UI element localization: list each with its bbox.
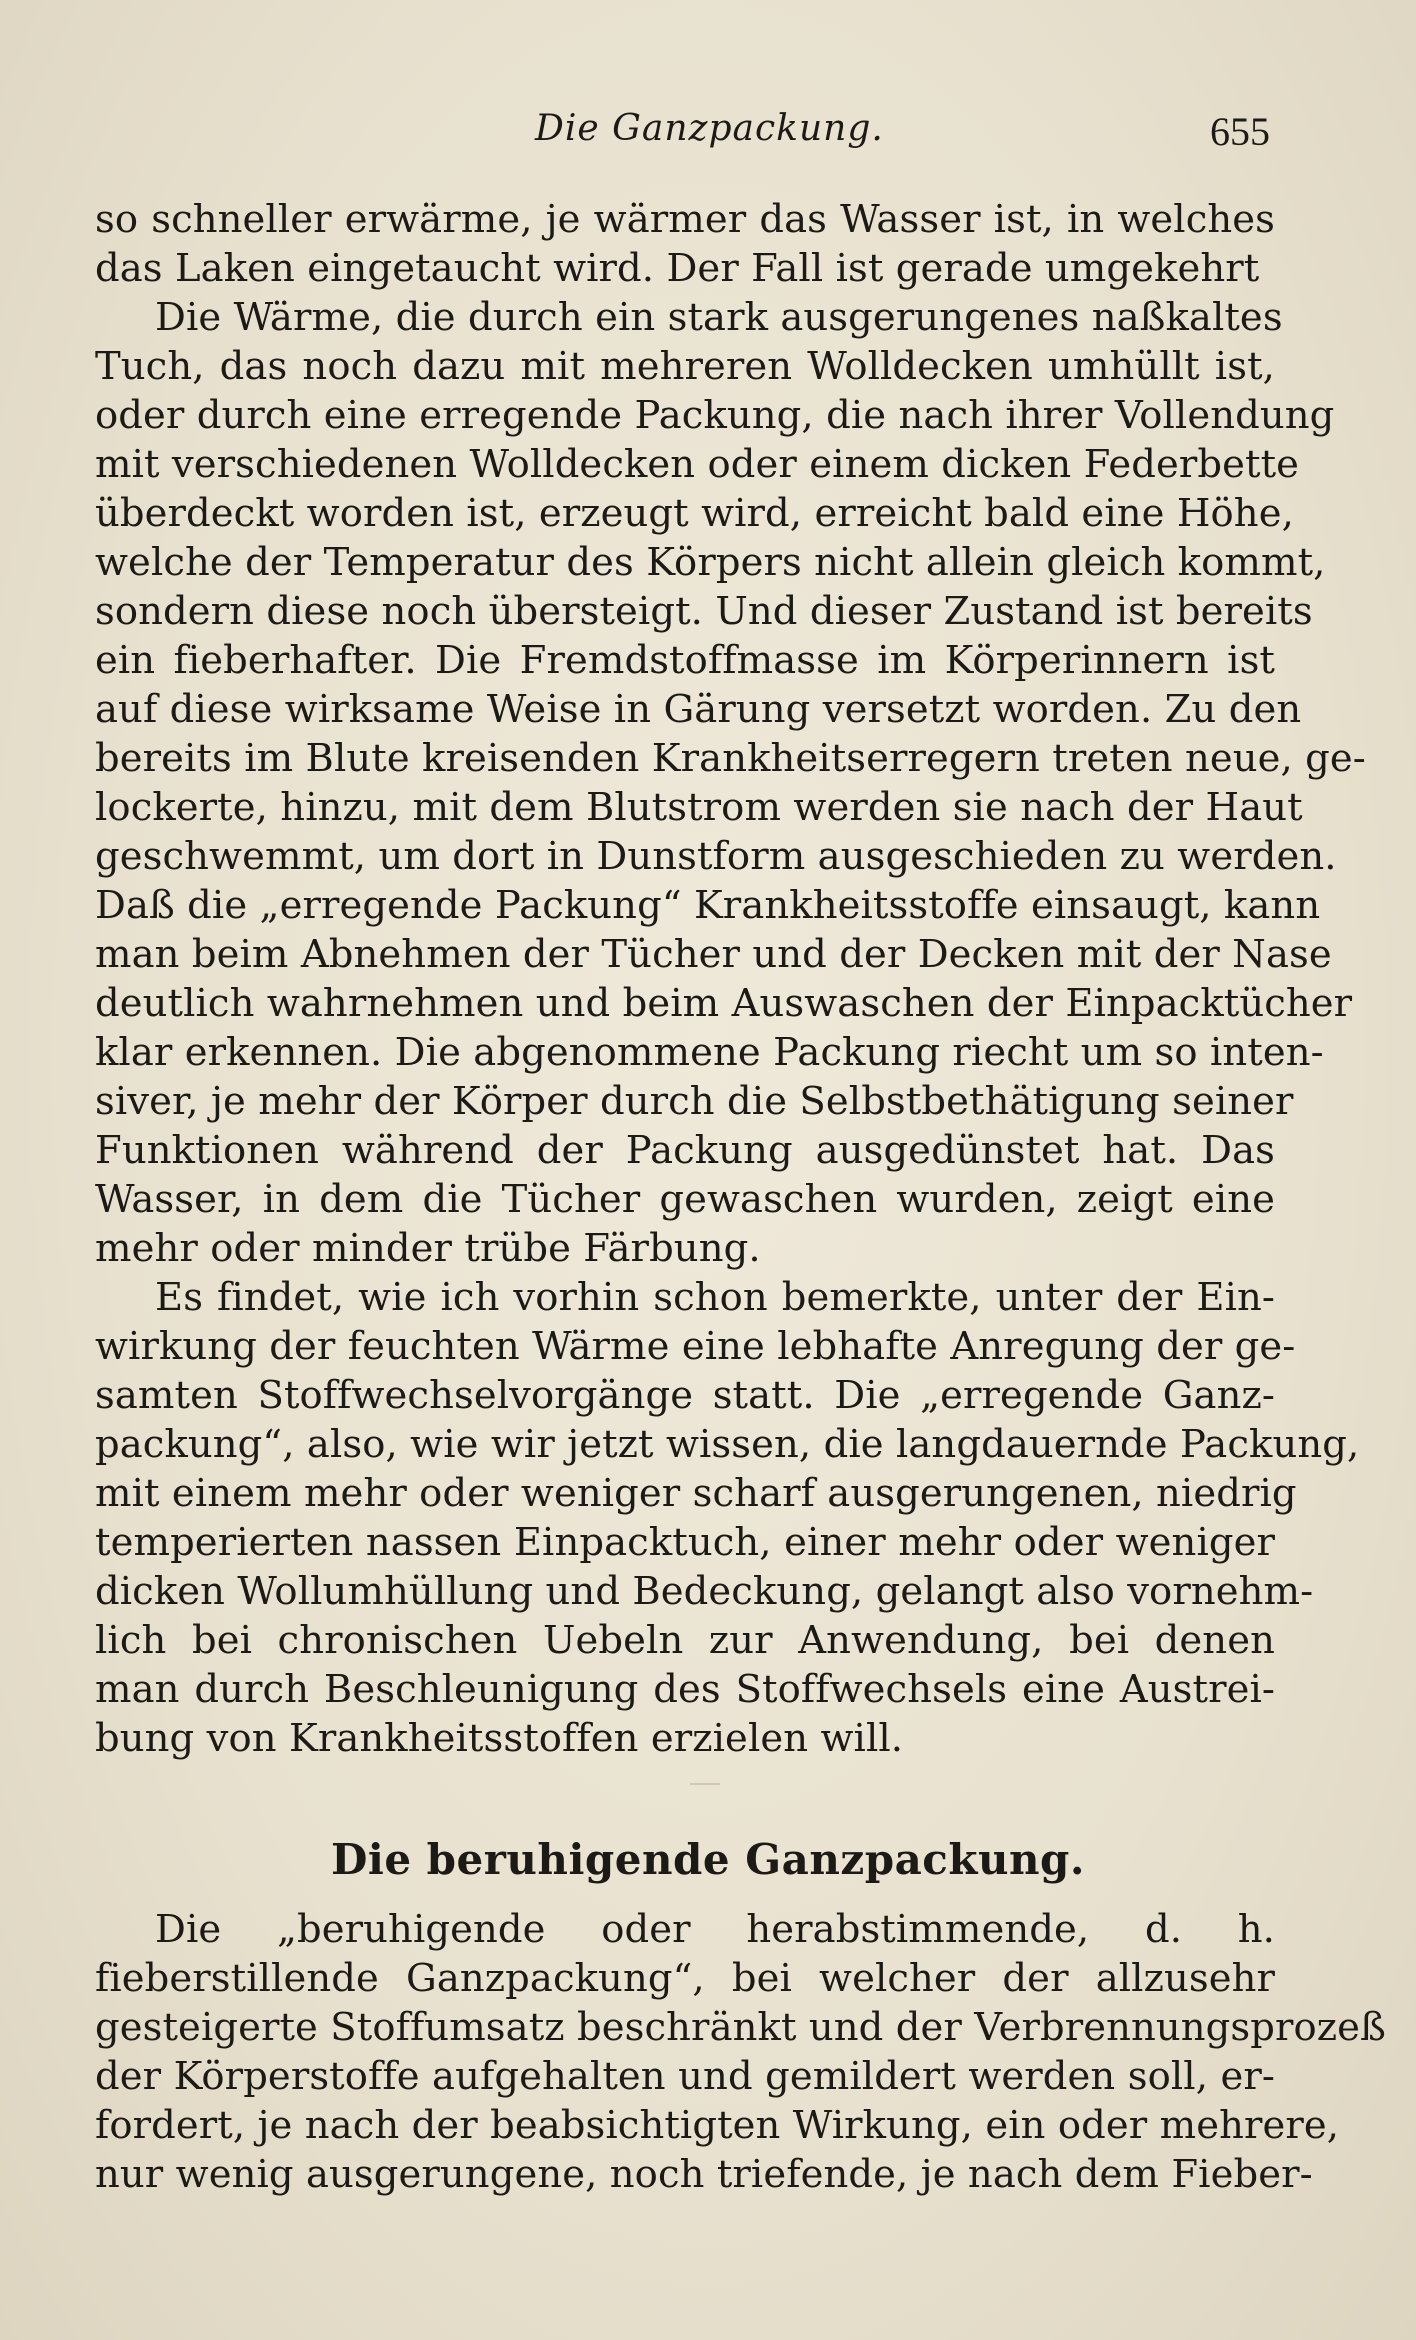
text-line: auf diese wirksame Weise in Gärung versetzt worden. Zu den — [95, 687, 1302, 732]
text-line: mit einem mehr oder weniger scharf ausgerungenen, niedrig — [95, 1471, 1297, 1516]
text-line: deutlich wahrnehmen und beim Auswaschen der Einpacktücher — [95, 981, 1353, 1026]
text-line: so schneller erwärme, je wärmer das Wasser ist, in welches — [95, 197, 1275, 242]
text-line: fordert, je nach der beabsichtigten Wirkung, ein oder mehrere, — [95, 2103, 1340, 2148]
text-line: temperierten nassen Einpacktuch, einer mehr oder weniger — [95, 1520, 1275, 1565]
body-text-bottom — [95, 1905, 1386, 2199]
text-line: man beim Abnehmen der Tücher und der Decken mit der Nase — [95, 932, 1332, 977]
running-title: Die Ganzpackung. — [535, 108, 884, 149]
text-line: nur wenig ausgerungene, noch triefende, je nach dem Fieber- — [95, 2152, 1313, 2197]
page-number: 655 — [1210, 109, 1270, 154]
text-line: mehr oder minder trübe Färbung. — [95, 1226, 761, 1271]
text-line: Die „beruhigende oder herabstimmende, d. h. — [155, 1907, 1275, 1952]
text-line: Tuch, das noch dazu mit mehreren Wolldecken umhüllt ist, — [95, 344, 1275, 389]
text-line: bung von Krankheitsstoffen erzielen will. — [95, 1716, 904, 1761]
text-line: gesteigerte Stoffumsatz beschränkt und der Verbrennungsprozeß — [95, 2005, 1386, 2050]
text-line: fieberstillende Ganzpackung“, bei welcher der allzusehr — [95, 1956, 1275, 2001]
section-divider — [690, 1783, 720, 1785]
text-line: Wasser, in dem die Tücher gewaschen wurden, zeigt eine — [95, 1177, 1275, 1222]
text-line: packung“, also, wie wir jetzt wissen, die langdauernde Packung, — [95, 1422, 1360, 1467]
section-heading: Die beruhigende Ganzpackung. — [330, 1835, 1086, 1884]
text-line: wirkung der feuchten Wärme eine lebhafte Anregung der ge- — [95, 1324, 1296, 1369]
text-line: der Körperstoffe aufgehalten und gemildert werden soll, er- — [95, 2054, 1275, 2099]
running-head — [95, 108, 1270, 168]
text-line: sondern diese noch übersteigt. Und dieser Zustand ist bereits — [95, 589, 1313, 634]
text-line: bereits im Blute kreisenden Krankheitserregern treten neue, ge- — [95, 736, 1366, 781]
text-line: überdeckt worden ist, erzeugt wird, erreicht bald eine Höhe, — [95, 491, 1294, 536]
text-line: das Laken eingetaucht wird. Der Fall ist gerade umgekehrt — [95, 246, 1260, 291]
text-line: Daß die „erregende Packung“ Krankheitsstoffe einsaugt, kann — [95, 883, 1321, 928]
text-line: klar erkennen. Die abgenommene Packung riecht um so inten- — [95, 1030, 1324, 1075]
text-line: Die Wärme, die durch ein stark ausgerungenes naßkaltes — [155, 295, 1283, 340]
text-line: Funktionen während der Packung ausgedünstet hat. Das — [95, 1128, 1275, 1173]
text-line: oder durch eine erregende Packung, die nach ihrer Vollendung — [95, 393, 1335, 438]
body-text-top — [95, 195, 1366, 1763]
text-line: welche der Temperatur des Körpers nicht allein gleich kommt, — [95, 540, 1326, 585]
text-line: ein fieberhafter. Die Fremdstoffmasse im Körperinnern ist — [95, 638, 1275, 683]
text-line: siver, je mehr der Körper durch die Selbstbethätigung seiner — [95, 1079, 1294, 1124]
text-line: lockerte, hinzu, mit dem Blutstrom werden sie nach der Haut — [95, 785, 1303, 830]
text-line: mit verschiedenen Wolldecken oder einem dicken Federbette — [95, 442, 1300, 487]
text-line: dicken Wollumhüllung und Bedeckung, gelangt also vornehm- — [95, 1569, 1314, 1614]
text-line: man durch Beschleunigung des Stoffwechsels eine Austrei- — [95, 1667, 1275, 1712]
text-line: samten Stoffwechselvorgänge statt. Die „erregende Ganz- — [95, 1373, 1275, 1418]
text-line: Es findet, wie ich vorhin schon bemerkte, unter der Ein- — [155, 1275, 1275, 1320]
text-line: lich bei chronischen Uebeln zur Anwendung, bei denen — [95, 1618, 1275, 1663]
text-line: geschwemmt, um dort in Dunstform ausgeschieden zu werden. — [95, 834, 1337, 879]
